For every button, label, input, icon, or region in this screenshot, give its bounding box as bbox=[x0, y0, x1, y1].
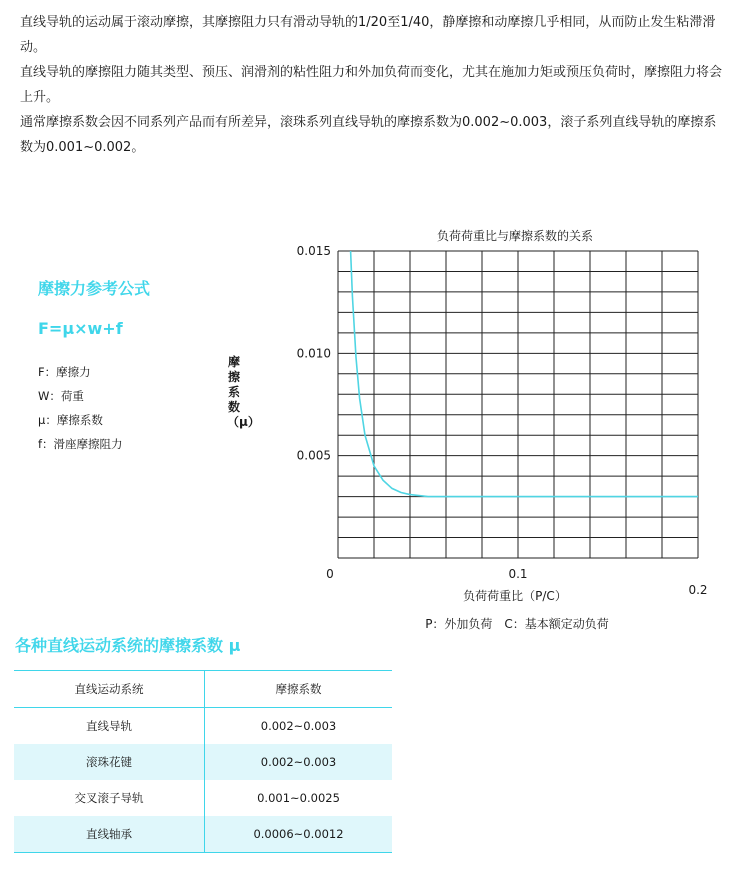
formula-term: W：荷重 bbox=[38, 389, 84, 403]
formula-term: f：滑座摩擦阻力 bbox=[38, 437, 123, 451]
system-cell: 滚珠花键 bbox=[14, 744, 205, 780]
system-cell: 直线轴承 bbox=[14, 816, 205, 853]
table-header-row bbox=[14, 671, 392, 708]
chart-title: 负荷荷重比与摩擦系数的关系 bbox=[436, 229, 593, 243]
table-row bbox=[14, 780, 392, 816]
y-tick-label: 0.015 bbox=[296, 244, 331, 258]
y-tick-label: 0.005 bbox=[296, 448, 331, 463]
formula-heading: 摩擦力参考公式 bbox=[38, 279, 151, 298]
x-tick-label: 0.2 bbox=[688, 583, 708, 597]
system-cell: 交叉滚子导轨 bbox=[14, 780, 205, 816]
y-tick-label: 0.010 bbox=[296, 346, 331, 361]
chart-x-axis-label: 负荷荷重比（P/C） bbox=[463, 589, 567, 603]
coefficient-cell: 0.002~0.003 bbox=[260, 719, 337, 733]
x-tick-label: 0 bbox=[326, 567, 334, 581]
system-cell: 直线导轨 bbox=[14, 708, 205, 745]
table-row bbox=[14, 708, 392, 745]
table-row bbox=[14, 816, 392, 853]
friction-coefficient-table bbox=[14, 670, 392, 853]
chart-footnote: P：外加负荷 C：基本额定动负荷 bbox=[425, 617, 609, 631]
coefficient-cell: 0.002~0.003 bbox=[205, 744, 393, 780]
x-tick-label: 0.1 bbox=[508, 567, 528, 581]
formula-term: μ：摩擦系数 bbox=[38, 413, 103, 427]
table-row bbox=[14, 744, 392, 780]
chart-grid bbox=[338, 251, 698, 558]
coefficient-cell: 0.001~0.0025 bbox=[257, 791, 340, 805]
formula-term: F：摩擦力 bbox=[38, 365, 91, 379]
coefficient-cell: 0.0006~0.0012 bbox=[205, 816, 393, 853]
intro-paragraph: 通常摩擦系数会因不同系列产品而有所差异，滚珠系列直线导轨的摩擦系数为0.002~0.003，滚子系列直线导轨的摩擦系数为0.001~0.002。 bbox=[20, 115, 717, 155]
intro-paragraph: 直线导轨的运动属于滚动摩擦，其摩擦阻力只有滑动导轨的1/20至1/40，静摩擦和动摩擦几乎相同，从而防止发生粘滞滑动。 bbox=[20, 15, 716, 55]
table-heading: 各种直线运动系统的摩擦系数 μ bbox=[15, 636, 241, 655]
friction-formula: F=μ×w+f bbox=[38, 319, 123, 338]
intro-paragraph: 直线导轨的摩擦阻力随其类型、预压、润滑剂的粘性阻力和外加负荷而变化，尤其在施加力矩或预压负荷时，摩擦阻力将会上升。 bbox=[20, 65, 723, 105]
chart-y-axis-label: 摩擦系数（μ） bbox=[227, 355, 260, 429]
column-header: 摩擦系数 bbox=[205, 671, 393, 708]
column-header: 直线运动系统 bbox=[14, 671, 205, 708]
chart-tick-labels bbox=[297, 244, 708, 597]
